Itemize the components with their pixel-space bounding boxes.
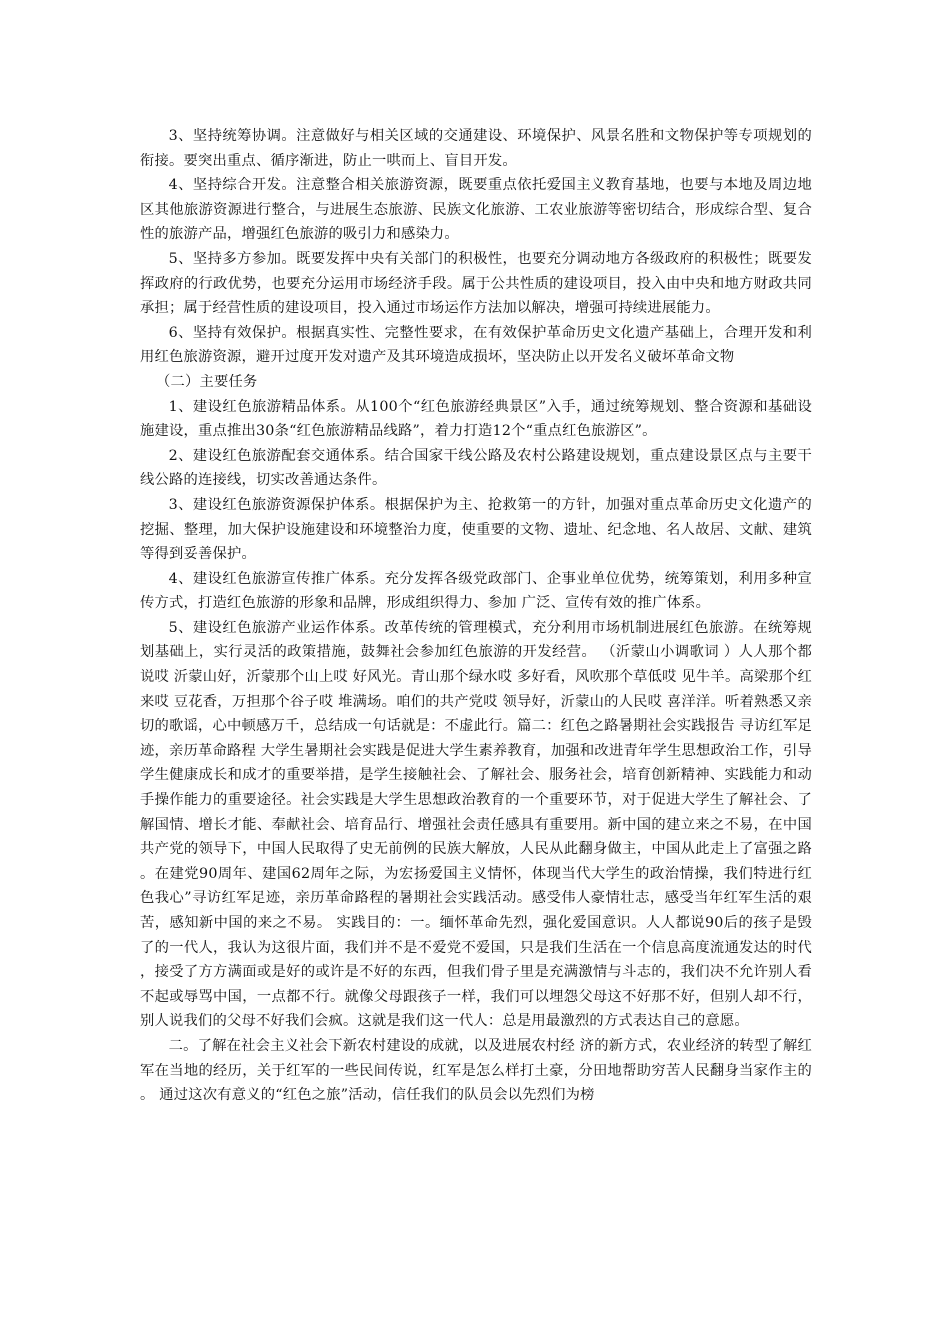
paragraph-principle-4: 4、坚持综合开发。注意整合相关旅游资源，既要重点依托爱国主义教育基地，也要与本地及周边地区其他旅游资源进行整合，与进展生态旅游、民族文化旅游、工农业旅游等密切结合，形成综合型、复合性的旅游产品，增强红色旅游的吸引力和感染力。 xyxy=(140,177,812,243)
paragraph-task-2: 2、建设红色旅游配套交通体系。结合国家干线公路及农村公路建设规划，重点建设景区点与主要干线公路的连接线，切实改善通达条件。 xyxy=(140,447,812,489)
paragraph-practice-goal-2: 二。了解在社会主义社会下新农村建设的成就，以及进展农村经 济的新方式，农业经济的转型了解红军在当地的经历，关于红军的一些民间传说，红军是怎么样打土豪，分田地帮助穷苦人民翻身当家作主的。 通过这次有意义的“红色之旅”活动，信任我们的队员会以先烈们为榜 xyxy=(140,1037,812,1104)
paragraph-principle-6: 6、坚持有效保护。根据真实性、完整性要求，在有效保护革命历史文化遗产基础上，合理开发和利用红色旅游资源，避开过度开发对遗产及其环境造成损坏，坚决防止以开发名义破坏革命文物 xyxy=(140,324,812,366)
paragraph-task-5: 5、建设红色旅游产业运作体系。改革传统的管理模式，充分利用市场机制进展红色旅游。在统筹规划基础上，实行灵活的政策措施，鼓舞社会参加红色旅游的开发经营。 （沂蒙山小调歌词 ）人人那个都说哎 沂蒙山好，沂蒙那个山上哎 好风光。青山那个绿水哎 多好看，风吹那个草低哎 见牛羊。高梁那个红来哎 豆花香，万担那个谷子哎 堆满场。咱们的共产党哎 领导好，沂蒙山的人民哎 喜洋洋。听着熟悉又亲切的歌谣，心中顿感万千，总结成一句话就是：不虚此行。篇二：红色之路暑期社会实践报告 寻访红军足迹，亲历革命路程 大学生暑期社会实践是促进大学生素养教育，加强和改进青年学生思想政治工作，引导学生健康成长和成才的重要举措，是学生接触社会、了解社会、服务社会，培育创新精神、实践能力和动手操作能力的重要途径。社会实践是大学生思想政治教育的一个重要环节，对于促进大学生了解社会、了解国情、增长才能、奉献社会、培育品行、增强社会责任感具有重要用。新中国的建立来之不易，在中国共产党的领导下，中国人民取得了史无前例的民族大解放，人民从此翻身做主，中国从此走上了富强之路。在建党90周年、建国62周年之际，为宏扬爱国主义情怀，体现当代大学生的政治情操，我们特进行红色我心”寻访红军足迹，亲历革命路程的暑期社会实践活动。感受伟人豪情壮志，感受当年红军生活的艰苦，感知新中国的来之不易。 实践目的：一。缅怀革命先烈，强化爱国意识。人人都说90后的孩子是毁了的一代人，我认为这很片面，我们并不是不爱党不爱国，只是我们生活在一个信息高度流通发达的时代，接受了方方满面或是好的或许是不好的东西，但我们骨子里是充满激情与斗志的，我们决不允许别人看不起或辱骂中国，一点都不行。就像父母跟孩子一样，我们可以埋怨父母这不好那不好，但别人却不行，别人说我们的父母不好我们会疯。这就是我们这一代人：总是用最激烈的方式表达自己的意愿。 xyxy=(140,619,812,1030)
paragraph-task-3: 3、建设红色旅游资源保护体系。根据保护为主、抢救第一的方针，加强对重点革命历史文化遗产的挖掘、整理，加大保护设施建设和环境整治力度，使重要的文物、遗址、纪念地、名人故居、文献、建筑等得到妥善保护。 xyxy=(140,496,812,563)
paragraph-task-1: 1、建设红色旅游精品体系。从100个“红色旅游经典景区”入手，通过统筹规划、整合资源和基础设施建设，重点推出30条“红色旅游精品线路”，着力打造12个“重点红色旅游区”。 xyxy=(140,398,812,440)
document-page xyxy=(140,124,812,1108)
paragraph-task-4: 4、建设红色旅游宣传推广体系。充分发挥各级党政部门、企事业单位优势，统筹策划，利用多种宣传方式，打造红色旅游的形象和品牌，形成组织得力、参加 广泛、宣传有效的推广体系。 xyxy=(140,570,812,612)
paragraph-principle-5: 5、坚持多方参加。既要发挥中央有关部门的积极性，也要充分调动地方各级政府的积极性；既要发挥政府的行政优势，也要充分运用市场经济手段。属于公共性质的建设项目，投入由中央和地方财政共同承担；属于经营性质的建设项目，投入通过市场运作方法加以解决，增强可持续进展能力。 xyxy=(140,250,812,317)
paragraph-principle-3: 3、坚持统筹协调。注意做好与相关区域的交通建设、环境保护、风景名胜和文物保护等专项规划的衔接。要突出重点、循序渐进，防止一哄而上、盲目开发。 xyxy=(140,128,812,169)
section-heading-main-tasks: （二）主要任务 xyxy=(156,373,258,390)
